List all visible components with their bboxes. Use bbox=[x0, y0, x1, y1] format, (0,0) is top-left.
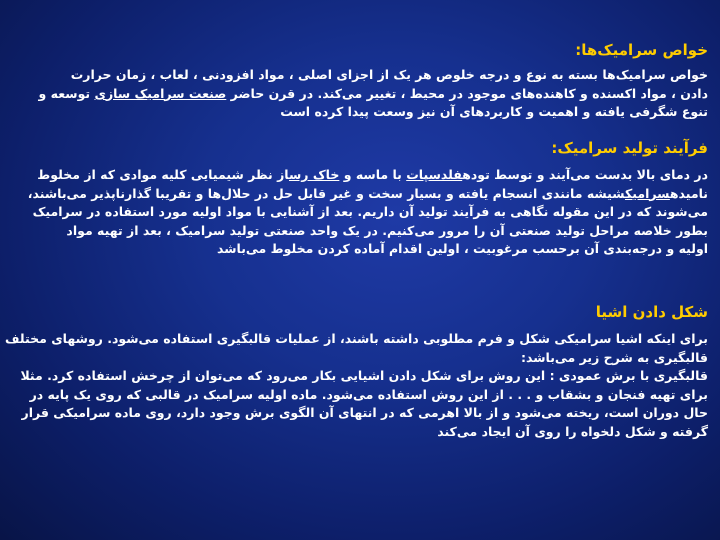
section-properties bbox=[8, 40, 708, 122]
production-line-2 bbox=[8, 185, 708, 204]
properties-line-2-text: دادن ، مواد اکسنده و کاهنده‌های موجود در محیط ، تغییر می‌کند. در قرن حاضر bbox=[230, 85, 708, 101]
production-line-4: بطور خلاصه مراحل تولید صنعتی آن را مرور می‌کنیم. در یک واحد صنعتی تولید سرامیک ، بعد از تهیه مواد bbox=[66, 222, 708, 238]
feldspar-link[interactable]: فلدسپات bbox=[406, 167, 463, 182]
shaping-line-6: گرفته و شکل دلخواه را روی آن ایجاد می‌کند bbox=[437, 423, 708, 439]
production-heading: فرآیند تولید سرامیک: bbox=[551, 139, 708, 157]
ceramic-link[interactable]: سرامیک bbox=[624, 185, 670, 201]
section-production bbox=[8, 138, 708, 259]
production-line-1-a: در دمای بالا بدست می‌آیند و توسط توده bbox=[462, 167, 708, 182]
production-paragraph bbox=[8, 166, 708, 259]
section-shaping bbox=[5, 302, 708, 441]
shaping-heading: شکل دادن اشیا bbox=[595, 303, 708, 321]
shaping-line-5: حال دوران است، ریخته می‌شود و از بالا اهرمی که در انتهای آن الگوی برش وجود دارد، روی ماده سرامیکی قرار bbox=[21, 405, 708, 420]
properties-line-1: خواص سرامیک‌ها بسته به نوع و درجه خلوص هر یک از اجزای اصلی ، مواد افزودنی ، لعاب ، زمان حرارت bbox=[70, 67, 708, 82]
production-line-5: اولیه و درجه‌بندی آن برحسب مرغوبیت ، اولین اقدام آماده کردن مخلوط می‌باشد bbox=[217, 241, 708, 256]
ceramic-industry-link[interactable]: صنعت سرامیک سازی bbox=[94, 85, 227, 101]
production-line-1-b: با ماسه و bbox=[339, 167, 407, 182]
shaping-paragraph bbox=[5, 330, 708, 441]
shaping-line-3: قالبگیری با برش عمودی : این روش برای شکل دادن اشیایی بکار می‌رود که می‌توان از چرخش استفاده کرد. مثلا bbox=[20, 368, 708, 383]
production-line-2-b: شیشه مانندی انسجام یافته و بسیار سخت و غیر قابل حل در حلال‌ها و تقریبا گذارناپذیر می‌باشند، bbox=[27, 185, 625, 201]
production-line-1 bbox=[8, 166, 708, 185]
shaping-line-2: قالبگیری به شرح زیر می‌باشد: bbox=[521, 349, 708, 365]
clay-link[interactable]: خاک رس bbox=[289, 167, 340, 182]
properties-heading: خواص سرامیک‌ها: bbox=[575, 41, 708, 59]
properties-line-2-tail: توسعه و bbox=[38, 85, 91, 101]
properties-paragraph bbox=[8, 66, 708, 122]
production-line-3: می‌شوند که در این مقوله نگاهی به فرآیند تولید آن داریم. بعد از آشنایی با مواد اولیه مورد استفاده در سرامیک bbox=[32, 204, 708, 219]
properties-line-2 bbox=[8, 85, 708, 104]
shaping-line-1: برای اینکه اشیا سرامیکی شکل و فرم مطلوبی داشته باشند، از عملیات قالبگیری استفاده می‌شود. روشهای مختلف bbox=[5, 331, 708, 346]
properties-line-3: تنوع شگرفی یافته و اهمیت و کاربردهای آن نیز وسعت پیدا کرده است bbox=[280, 104, 708, 119]
production-line-1-c: از نظر شیمیایی کلیه موادی که از مخلوط bbox=[37, 167, 289, 182]
shaping-line-4: برای تهیه فنجان و بشقاب و . . . از این روش استفاده می‌شود. ماده اولیه سرامیک در قالبی که روی یک پایه در bbox=[29, 386, 708, 402]
production-line-2-a: نامیده bbox=[669, 185, 708, 201]
